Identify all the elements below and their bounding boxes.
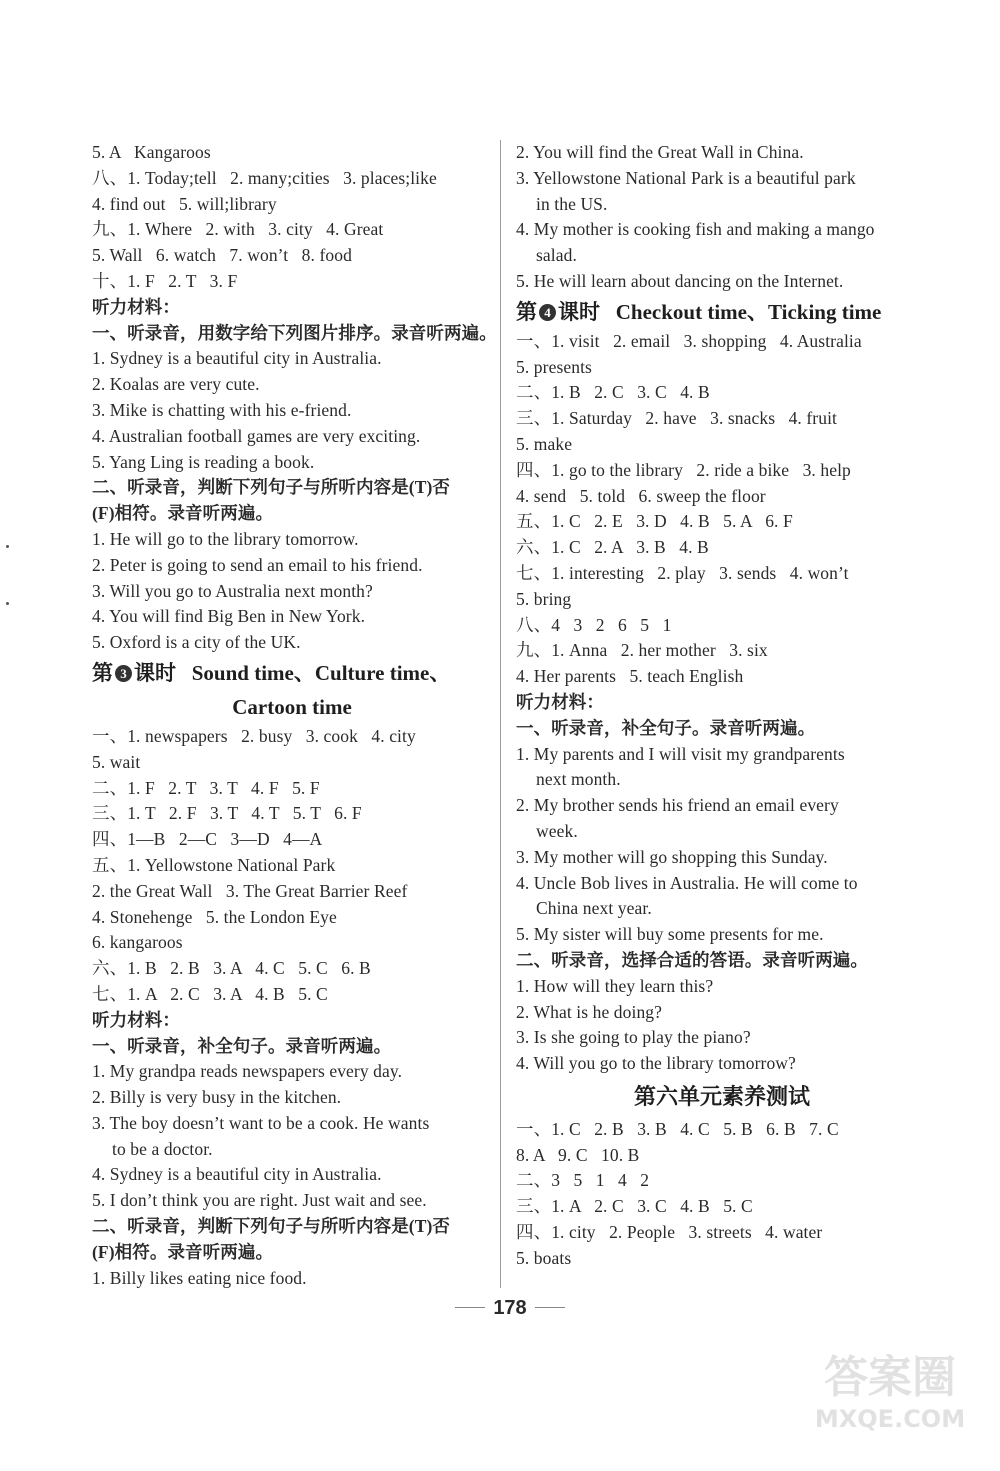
answer-line: 二、3 5 1 4 2 bbox=[516, 1170, 650, 1191]
answer-line: week. bbox=[536, 820, 578, 841]
section-label: 二、听录音，判断下列句子与所听内容是(T)否 bbox=[92, 1216, 451, 1237]
answer-line: 八、1. Today;tell 2. many;cities 3. places;like bbox=[92, 167, 437, 188]
answer-line: 1. My parents and I will visit my grandparents bbox=[516, 743, 845, 764]
section-label: 听力材料： bbox=[92, 296, 180, 317]
answer-line: next month. bbox=[536, 769, 621, 790]
answer-line: 4. find out 5. will;library bbox=[92, 193, 277, 214]
answer-line: salad. bbox=[536, 245, 577, 266]
answer-line: 3. My mother will go shopping this Sunday. bbox=[516, 846, 828, 867]
answer-line: 1. How will they learn this? bbox=[516, 975, 714, 996]
answer-line: 3. Yellowstone National Park is a beautiful park bbox=[516, 167, 856, 188]
section-label: 二、听录音，选择合适的答语。录音听两遍。 bbox=[516, 949, 868, 970]
answer-line: 8. A 9. C 10. B bbox=[516, 1144, 640, 1165]
answer-line: 四、1—B 2—C 3—D 4—A bbox=[92, 829, 323, 850]
section-heading: Cartoon time bbox=[232, 694, 352, 719]
section-heading bbox=[92, 656, 492, 690]
answer-line: 4. Uncle Bob lives in Australia. He will come to bbox=[516, 872, 858, 893]
section-label: (F)相符。录音听两遍。 bbox=[92, 503, 274, 524]
answer-line: 三、1. Saturday 2. have 3. snacks 4. fruit bbox=[516, 408, 838, 429]
margin-mark bbox=[6, 602, 9, 605]
answer-line: 一、1. C 2. B 3. B 4. C 5. B 6. B 7. C bbox=[516, 1118, 839, 1139]
answer-line: 九、1. Where 2. with 3. city 4. Great bbox=[92, 219, 384, 240]
answer-line: 4. Stonehenge 5. the London Eye bbox=[92, 906, 337, 927]
answer-line: 4. Sydney is a beautiful city in Australia. bbox=[92, 1164, 382, 1185]
answer-line: 六、1. C 2. A 3. B 4. B bbox=[516, 537, 709, 558]
answer-line: 九、1. Anna 2. her mother 3. six bbox=[516, 640, 768, 661]
answer-line: 2. My brother sends his friend an email every bbox=[516, 795, 839, 816]
answer-line: 2. You will find the Great Wall in China. bbox=[516, 142, 804, 162]
watermark-logo bbox=[802, 1341, 978, 1451]
watermark-logo-text: 答案圈 bbox=[824, 1352, 956, 1403]
answer-line: 六、1. B 2. B 3. A 4. C 5. C 6. B bbox=[92, 958, 371, 979]
section-label: (F)相符。录音听两遍。 bbox=[92, 1241, 274, 1262]
answer-line: 1. Billy likes eating nice food. bbox=[92, 1267, 307, 1288]
answer-line: 1. My grandpa reads newspapers every day. bbox=[92, 1061, 403, 1082]
answer-line: 5. make bbox=[516, 433, 573, 454]
answer-line: 5. Yang Ling is reading a book. bbox=[92, 451, 315, 472]
answer-line: 5. Wall 6. watch 7. won’t 8. food bbox=[92, 245, 352, 266]
section-label: 听力材料： bbox=[516, 691, 604, 712]
answer-line: 二、1. B 2. C 3. C 4. B bbox=[516, 382, 710, 403]
watermark-url: MXQE.COM bbox=[814, 1405, 966, 1433]
right-column bbox=[516, 140, 928, 1272]
answer-line: 2. the Great Wall 3. The Great Barrier Reef bbox=[92, 880, 408, 901]
heading-title: 课时 Sound time、Culture time、 bbox=[134, 660, 451, 685]
answer-line: 一、1. visit 2. email 3. shopping 4. Australia bbox=[516, 330, 862, 351]
section-label: 二、听录音，判断下列句子与所听内容是(T)否 bbox=[92, 477, 451, 498]
page-number: 178 bbox=[430, 1297, 590, 1320]
answer-line: 八、4 3 2 6 5 1 bbox=[516, 614, 672, 635]
section-heading bbox=[516, 295, 928, 329]
answer-line: 1. Sydney is a beautiful city in Australia. bbox=[92, 348, 382, 369]
answer-line: 4. send 5. told 6. sweep the floor bbox=[516, 485, 766, 506]
answer-line: 3. Is she going to play the piano? bbox=[516, 1027, 751, 1048]
answer-line: 五、1. Yellowstone National Park bbox=[92, 854, 336, 875]
answer-line: 4. Australian football games are very exciting. bbox=[92, 425, 421, 446]
heading-title: 课时 Checkout time、Ticking time bbox=[558, 299, 882, 324]
answer-line: 一、1. newspapers 2. busy 3. cook 4. city bbox=[92, 725, 416, 746]
answer-line: in the US. bbox=[536, 193, 608, 214]
answer-line: 四、1. city 2. People 3. streets 4. water bbox=[516, 1222, 823, 1243]
answer-line: 4. Will you go to the library tomorrow? bbox=[516, 1053, 796, 1074]
answer-line: 5. boats bbox=[516, 1247, 572, 1268]
answer-line: 三、1. T 2. F 3. T 4. T 5. T 6. F bbox=[92, 803, 362, 824]
answer-line: 三、1. A 2. C 3. C 4. B 5. C bbox=[516, 1196, 753, 1217]
answer-line: 5. presents bbox=[516, 356, 592, 377]
section-label: 一、听录音，用数字给下列图片排序。录音听两遍。 bbox=[92, 322, 497, 343]
answer-line: 4. You will find Big Ben in New York. bbox=[92, 606, 366, 627]
answer-line: 5. I don’t think you are right. Just wait and see. bbox=[92, 1190, 427, 1211]
answer-line: 4. Her parents 5. teach English bbox=[516, 666, 744, 687]
answer-line: 3. Will you go to Australia next month? bbox=[92, 580, 373, 601]
section-label: 一、听录音，补全句子。录音听两遍。 bbox=[92, 1035, 392, 1056]
answer-line: 5. wait bbox=[92, 751, 141, 772]
answer-line: 5. He will learn about dancing on the Internet. bbox=[516, 270, 844, 291]
column-divider bbox=[500, 140, 501, 1288]
answer-line: 2. What is he doing? bbox=[516, 1001, 663, 1022]
answer-line: 2. Koalas are very cute. bbox=[92, 374, 260, 395]
margin-mark bbox=[6, 545, 9, 548]
answer-line: 6. kangaroos bbox=[92, 932, 183, 953]
heading-prefix: 第 bbox=[516, 299, 537, 324]
answer-line: 2. Peter is going to send an email to his friend. bbox=[92, 554, 423, 575]
answer-line: to be a doctor. bbox=[112, 1138, 213, 1159]
answer-line: 2. Billy is very busy in the kitchen. bbox=[92, 1087, 342, 1108]
section-label: 听力材料： bbox=[92, 1009, 180, 1030]
left-column bbox=[92, 140, 497, 1291]
lesson-number-badge: 3 bbox=[115, 665, 132, 682]
answer-line: 1. He will go to the library tomorrow. bbox=[92, 528, 359, 549]
answer-line: 十、1. F 2. T 3. F bbox=[92, 270, 238, 291]
section-label: 一、听录音，补全句子。录音听两遍。 bbox=[516, 717, 816, 738]
answer-line: 5. My sister will buy some presents for me. bbox=[516, 924, 824, 945]
unit-heading: 第六单元素养测试 bbox=[633, 1083, 810, 1109]
answer-line: 5. A Kangaroos bbox=[92, 142, 211, 162]
heading-prefix: 第 bbox=[92, 660, 113, 685]
answer-line: 3. The boy doesn’t want to be a cook. He wants bbox=[92, 1112, 430, 1133]
answer-line: 5. bring bbox=[516, 588, 572, 609]
answer-line: China next year. bbox=[536, 898, 652, 919]
answer-line: 四、1. go to the library 2. ride a bike 3. help bbox=[516, 459, 851, 480]
answer-line: 七、1. interesting 2. play 3. sends 4. won’t bbox=[516, 562, 849, 583]
answer-line: 五、1. C 2. E 3. D 4. B 5. A 6. F bbox=[516, 511, 793, 532]
answer-line: 二、1. F 2. T 3. T 4. F 5. F bbox=[92, 777, 320, 798]
answer-line: 5. Oxford is a city of the UK. bbox=[92, 632, 301, 653]
lesson-number-badge: 4 bbox=[539, 304, 556, 321]
answer-line: 4. My mother is cooking fish and making a mango bbox=[516, 219, 875, 240]
answer-line: 3. Mike is chatting with his e-friend. bbox=[92, 399, 352, 420]
answer-line: 七、1. A 2. C 3. A 4. B 5. C bbox=[92, 983, 328, 1004]
